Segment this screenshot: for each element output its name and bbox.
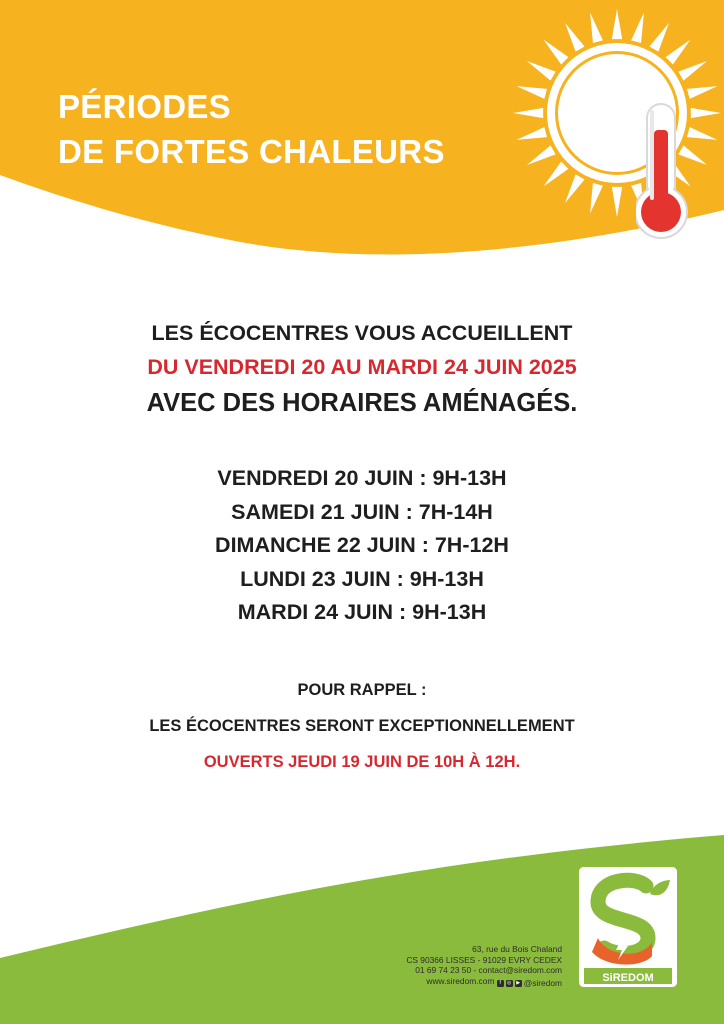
sun-ray [678,61,707,81]
schedule-item: VENDREDI 20 JUIN : 9H-13H [217,466,507,490]
sun-ray [565,174,585,203]
sun-ray [612,187,622,217]
sun-ray [513,108,543,118]
sun-ray [590,13,603,43]
sun-ray [527,145,556,165]
social-handle[interactable]: @siredom [523,977,562,988]
sun-ray [565,23,585,52]
reminder-heading: POUR RAPPEL : [297,681,427,699]
schedule-item: SAMEDI 21 JUIN : 7H-14H [231,499,493,524]
reminder-block [0,678,724,775]
sun-ray [517,127,547,140]
intro-dates: DU VENDREDI 20 AU MARDI 24 JUIN 2025 [147,355,577,379]
web-social-line [406,976,562,989]
social-icons [497,978,562,989]
schedule-item: DIMANCHE 22 JUIN : 7H-12H [215,533,509,557]
sun-ray [517,86,547,99]
intro-line-3: AVEC DES HORAIRES AMÉNAGÉS. [146,389,578,417]
schedule-item: LUNDI 23 JUIN : 9H-13H [240,566,484,591]
sun-ray [527,61,556,81]
reminder-hours: OUVERTS JEUDI 19 JUIN DE 10H À 12H. [203,753,521,771]
logo-text: SiREDOM [602,972,654,984]
youtube-icon[interactable]: ▶ [516,979,521,986]
sun-ray [631,13,644,43]
sun-ray [687,86,717,99]
facebook-icon[interactable]: f [497,980,504,987]
instagram-icon[interactable]: ◎ [507,979,512,986]
title-line-1: PÉRIODES [58,88,231,125]
website-link[interactable]: www.siredom.com [426,975,495,986]
reminder-text: LES ÉCOCENTRES SERONT EXCEPTIONNELLEMENT [149,717,575,735]
intro-line-1: LES ÉCOCENTRES VOUS ACCUEILLENT [151,321,573,345]
sun-ray [649,23,669,52]
contact-line[interactable]: 01 69 74 23 50 - contact@siredom.com [415,965,562,976]
thermometer-icon [636,100,692,242]
address-line-2: CS 90366 LISSES - 91029 EVRY CEDEX [406,954,562,965]
siredom-logo [576,864,680,990]
sun-ray [590,183,603,213]
sun-ray [543,162,568,187]
sun-ray [543,39,568,64]
address-line-1: 63, rue du Bois Chaland [472,944,562,954]
page-title [58,84,445,174]
footer-contact [406,944,562,989]
intro-block [0,316,724,422]
title-line-2: DE FORTES CHALEURS [58,133,445,170]
schedule-item: MARDI 24 JUIN : 9H-13H [237,600,487,624]
sun-ray [612,9,622,39]
sun-ray [691,108,721,118]
schedule-list [0,462,724,630]
sun-ray [666,39,691,64]
